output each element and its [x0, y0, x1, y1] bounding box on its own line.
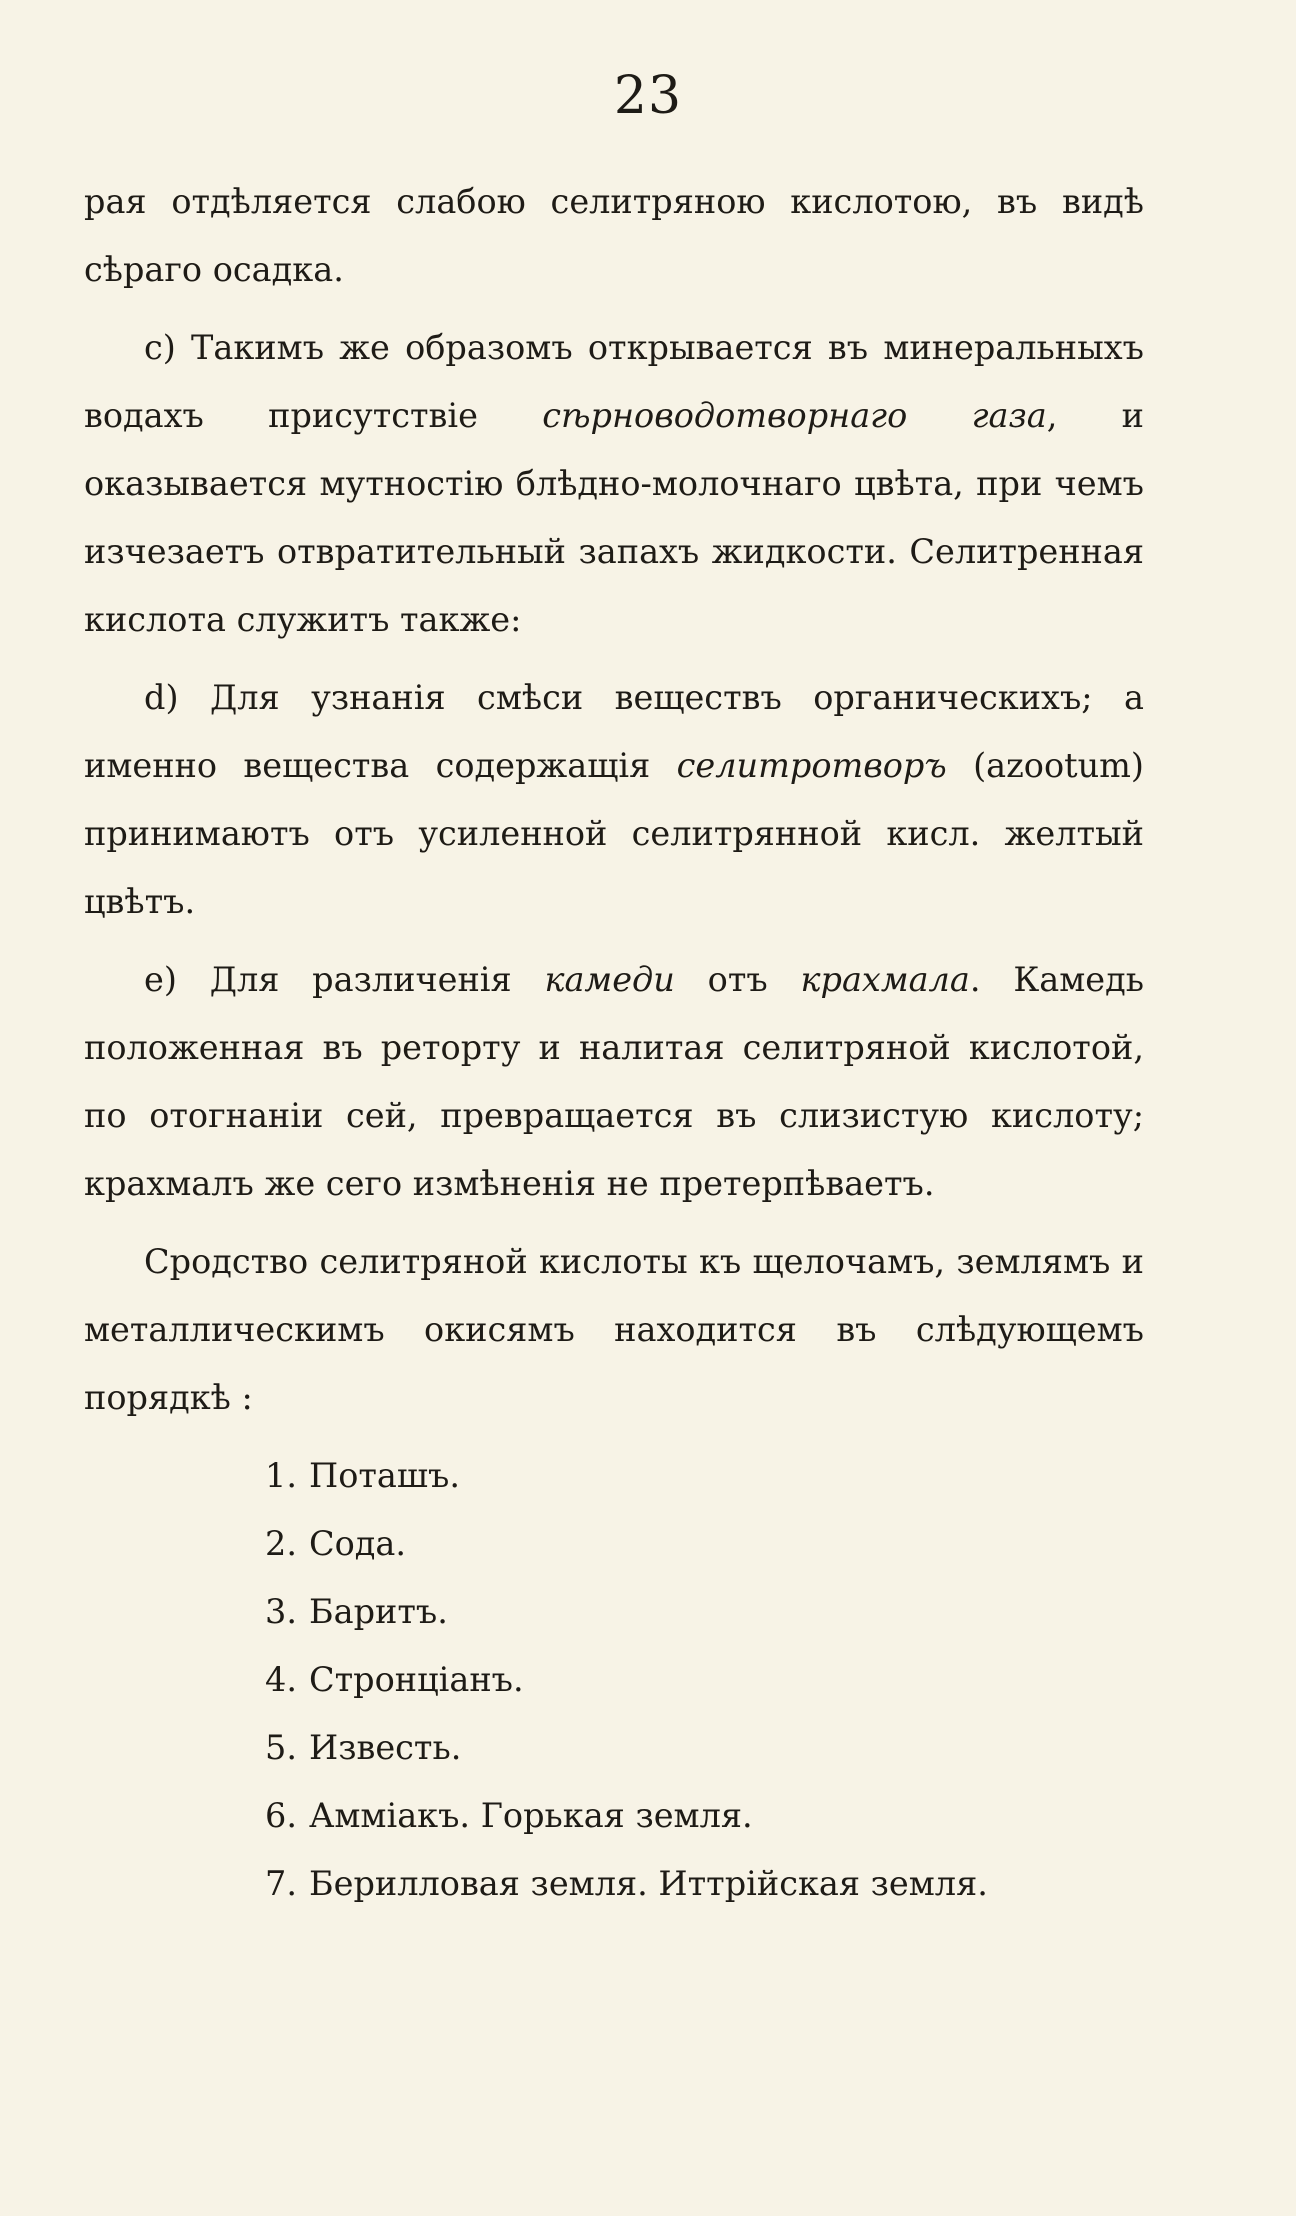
list-text: Сода.: [309, 1524, 407, 1563]
paragraph-item-e: [84, 946, 1144, 1218]
list-number: 5.: [265, 1728, 297, 1767]
body-text: [84, 168, 1144, 1918]
page-number: 23: [613, 66, 683, 126]
list-number: 2.: [265, 1524, 297, 1563]
italic-term: крахмала: [800, 960, 970, 999]
list-text: Поташъ.: [309, 1456, 460, 1495]
paragraph-lead: c) Такимъ же образомъ открывается въ минеральныхъ водахъ присутствіе: [84, 328, 1144, 435]
list-number: 1.: [265, 1456, 297, 1495]
list-item: [265, 1510, 1144, 1578]
italic-term: селитротворъ: [676, 746, 947, 785]
paragraph-item-c: [84, 314, 1144, 654]
list-item: [265, 1646, 1144, 1714]
paragraph-lead: e) Для различенія: [144, 960, 545, 999]
list-item: [265, 1442, 1144, 1510]
list-text: Известь.: [309, 1728, 462, 1767]
paragraph-text: рая отдѣляется слабою селитряною кислотою, въ видѣ сѣраго осадка.: [84, 182, 1144, 289]
paragraph-text: Сродство селитряной кислоты къ щелочамъ, землямъ и металлическимъ окисямъ находится въ слѣдующемъ порядкѣ :: [84, 1242, 1144, 1417]
list-number: 6.: [265, 1796, 297, 1835]
list-text: Баритъ.: [309, 1592, 448, 1631]
list-item: [265, 1714, 1144, 1782]
list-text: Берилловая земля. Иттрійская земля.: [309, 1864, 988, 1903]
list-number: 7.: [265, 1864, 297, 1903]
paragraph-mid: отъ: [674, 960, 801, 999]
list-item: [265, 1578, 1144, 1646]
paragraph-affinity-intro: [84, 1228, 1144, 1432]
list-text: Стронціанъ.: [309, 1660, 524, 1699]
paragraph-item-d: [84, 664, 1144, 936]
paragraph-continuation: [84, 168, 1144, 304]
list-item: [265, 1782, 1144, 1850]
list-item: [265, 1850, 1144, 1918]
affinity-list: [84, 1442, 1144, 1918]
italic-term: камеди: [544, 960, 675, 999]
list-number: 3.: [265, 1592, 297, 1631]
paragraph-tail: . Камедь положенная въ реторту и налитая селитряной кислотой, по отогнаніи сей, превращается въ слизистую кислоту; крахмалъ же сего измѣненія не претерпѣваетъ.: [84, 960, 1144, 1203]
paragraph-tail: , и оказывается мутностію блѣдно-молочнаго цвѣта, при чемъ изчезаетъ отвратительный запахъ жидкости. Селитренная кислота служитъ также:: [84, 396, 1144, 639]
list-text: Амміакъ. Горькая земля.: [309, 1796, 753, 1835]
paragraph-tail: (azootum) принимаютъ отъ усиленной селитрянной кисл. желтый цвѣтъ.: [84, 746, 1145, 921]
paragraph-lead: d) Для узнанія смѣси веществъ органическихъ; а именно вещества содержащія: [84, 678, 1144, 785]
list-number: 4.: [265, 1660, 297, 1699]
italic-term: сѣрноводотворнаго газа: [542, 396, 1047, 435]
